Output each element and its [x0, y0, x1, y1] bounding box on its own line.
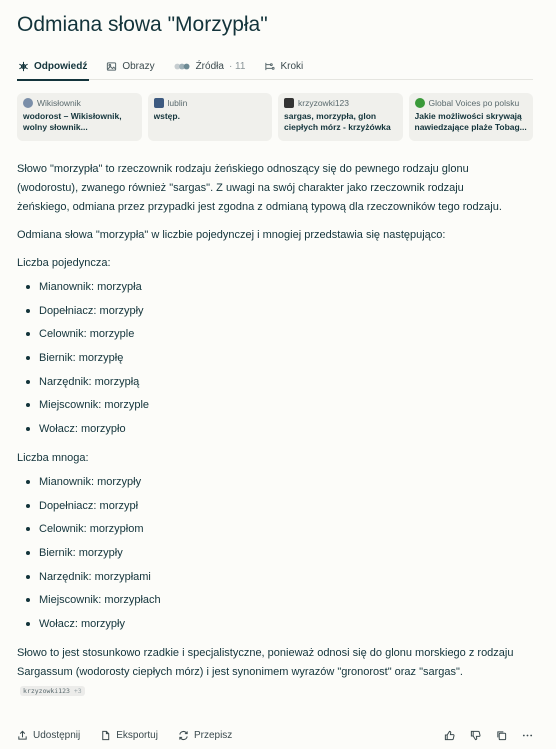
sources-icon — [173, 60, 191, 72]
list-item: Mianownik: morzypła — [17, 277, 517, 301]
tab-images[interactable] — [105, 52, 156, 80]
list-item: Dopełniacz: morzypł — [17, 496, 517, 520]
list-item: Dopełniacz: morzypły — [17, 301, 517, 325]
answer-closing — [17, 644, 517, 701]
tab-steps[interactable] — [263, 52, 305, 80]
list-item: Mianownik: morzypły — [17, 472, 517, 496]
source-site: krzyzowki123 — [298, 98, 350, 108]
share-icon — [17, 730, 28, 741]
steps-icon — [263, 60, 275, 72]
plural-list — [17, 472, 517, 638]
page-title: Odmiana słowa "Morzypła" — [17, 13, 268, 36]
source-title: sargas, morzypła, glon ciepłych mórz - krzyżówka — [284, 111, 391, 132]
source-card[interactable] — [278, 93, 403, 141]
list-item: Biernik: morzypły — [17, 543, 517, 567]
source-card[interactable] — [17, 93, 142, 141]
answer-body — [17, 160, 517, 710]
more-options-icon[interactable] — [521, 729, 533, 741]
rewrite-button[interactable] — [178, 730, 232, 741]
list-item: Miejscownik: morzypłach — [17, 590, 517, 614]
source-title: Jakie możliwości skrywają nawiedzające plaże Tobag... — [414, 111, 527, 132]
tab-steps-label: Kroki — [280, 60, 304, 72]
export-button[interactable] — [100, 730, 158, 741]
list-item: Miejscownik: morzyple — [17, 395, 517, 419]
citation-extra: +3 — [73, 686, 82, 695]
plural-heading: Liczba mnoga: — [17, 451, 89, 464]
citation-badge[interactable] — [20, 686, 85, 696]
source-title: wodorost – Wikisłownik, wolny słownik... — [23, 111, 122, 132]
source-site: lublin — [167, 98, 188, 108]
source-title: wstęp. — [153, 111, 180, 121]
krzyzowki-favicon-icon — [284, 98, 294, 108]
copy-icon[interactable] — [495, 729, 507, 741]
refresh-icon — [178, 730, 189, 741]
share-label: Udostępnij — [33, 729, 81, 741]
tab-answer-label: Odpowiedź — [34, 60, 88, 72]
closing-text: Słowo to jest stosunkowo rzadkie i specjalistyczne, ponieważ odnosi się do glonu morskiego z rodzaju Sargassum (wodorosty ciepłych mórz) i jest synonimem wyrazów "gronorost" oraz "sargas". — [17, 646, 514, 678]
image-icon — [105, 60, 117, 72]
export-label: Eksportuj — [116, 729, 158, 741]
singular-list — [17, 277, 517, 443]
tab-sources[interactable] — [173, 52, 248, 80]
list-item: Celownik: morzyple — [17, 324, 517, 348]
sources-count: · 11 — [228, 60, 246, 72]
tab-answer[interactable] — [17, 52, 89, 80]
list-item: Celownik: morzypłom — [17, 519, 517, 543]
source-card[interactable] — [148, 93, 273, 141]
result-tabs — [17, 52, 533, 80]
source-cards — [17, 93, 533, 141]
source-card[interactable] — [409, 93, 534, 141]
answer-icon — [17, 60, 29, 72]
lublin-favicon-icon — [154, 98, 164, 108]
rewrite-label: Przepisz — [193, 729, 233, 741]
wikisłownik-favicon-icon — [23, 98, 33, 108]
list-item: Narzędnik: morzypłą — [17, 372, 517, 396]
citation-source: krzyzowki123 — [23, 686, 70, 695]
thumbs-up-icon[interactable] — [443, 729, 455, 741]
list-item: Wołacz: morzypły — [17, 614, 517, 638]
list-item: Narzędnik: morzypłami — [17, 567, 517, 591]
tab-images-label: Obrazy — [122, 60, 155, 72]
singular-heading: Liczba pojedyncza: — [17, 257, 111, 269]
answer-actions — [17, 726, 533, 744]
share-button[interactable] — [17, 730, 80, 741]
document-icon — [100, 730, 111, 741]
source-site: Wikisłownik — [37, 98, 81, 108]
answer-lead: Odmiana słowa "morzypła" w liczbie pojedynczej i mnogiej przedstawia się następująco: — [17, 229, 446, 241]
list-item: Wołacz: morzypło — [17, 419, 517, 443]
thumbs-down-icon[interactable] — [469, 729, 481, 741]
tab-sources-label: Źródła — [195, 60, 224, 72]
global-voices-favicon-icon — [415, 98, 425, 108]
source-site: Global Voices po polsku — [428, 98, 520, 108]
list-item: Biernik: morzypłę — [17, 348, 517, 372]
answer-intro: Słowo "morzypła" to rzeczownik rodzaju żeńskiego odnoszący się do pewnego rodzaju glonu (wodorostu), zwanego również "sargas". Z uwagi na swój charakter jako rzeczownik rodzaju żeńskiego, odmiana przez przypadki jest zgodna z odmianą typową dla rzeczowników tego rodzaju. — [17, 163, 502, 213]
